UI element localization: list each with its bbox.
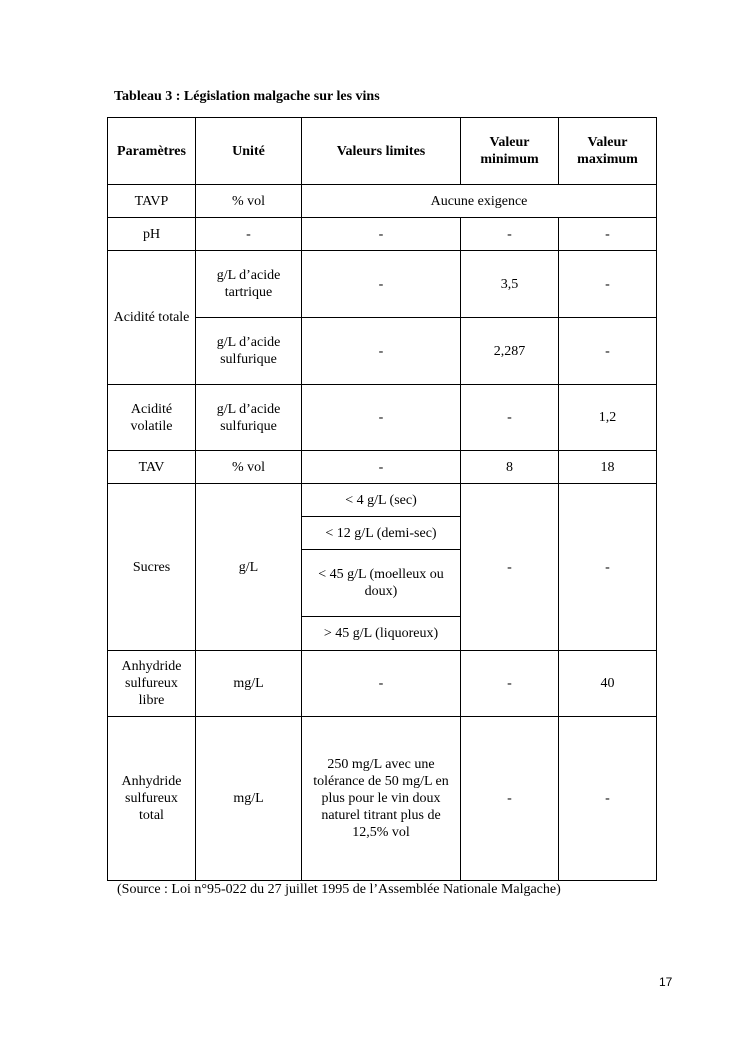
cell-limite: - bbox=[302, 651, 461, 717]
cell-unite: % vol bbox=[196, 451, 302, 484]
cell-parametre: Sucres bbox=[108, 484, 196, 651]
table-row-ph bbox=[108, 218, 657, 251]
cell-unite: mg/L bbox=[196, 651, 302, 717]
cell-parametre: TAV bbox=[108, 451, 196, 484]
cell-maximum: 1,2 bbox=[559, 385, 657, 451]
cell-maximum: - bbox=[559, 251, 657, 318]
cell-limite: Aucune exigence bbox=[302, 185, 657, 218]
cell-maximum: - bbox=[559, 218, 657, 251]
table-row-anhydride-total bbox=[108, 717, 657, 881]
cell-minimum: - bbox=[461, 218, 559, 251]
cell-parametre: Acidité totale bbox=[108, 251, 196, 385]
cell-limite: - bbox=[302, 218, 461, 251]
cell-limite: < 12 g/L (demi-sec) bbox=[302, 517, 461, 550]
source-note: (Source : Loi n°95-022 du 27 juillet 1995 de l’Assemblée Nationale Malgache) bbox=[117, 882, 561, 897]
header-valeur-minimum: Valeur minimum bbox=[461, 118, 559, 185]
table-header-row bbox=[108, 118, 657, 185]
cell-minimum: - bbox=[461, 717, 559, 881]
cell-parametre: Acidité volatile bbox=[108, 385, 196, 451]
cell-maximum: 18 bbox=[559, 451, 657, 484]
table-row-acidite-totale-tartrique bbox=[108, 251, 657, 318]
cell-unite: % vol bbox=[196, 185, 302, 218]
header-unite: Unité bbox=[196, 118, 302, 185]
table-row-tav bbox=[108, 451, 657, 484]
cell-parametre: pH bbox=[108, 218, 196, 251]
cell-parametre: Anhydride sulfureux total bbox=[108, 717, 196, 881]
cell-unite: g/L bbox=[196, 484, 302, 651]
cell-limite: - bbox=[302, 318, 461, 385]
table-row-anhydride-libre bbox=[108, 651, 657, 717]
cell-limite: < 45 g/L (moelleux ou doux) bbox=[302, 550, 461, 617]
table-caption: Tableau 3 : Législation malgache sur les vins bbox=[114, 89, 380, 104]
cell-maximum: - bbox=[559, 484, 657, 651]
cell-unite: g/L d’acide sulfurique bbox=[196, 385, 302, 451]
cell-minimum: - bbox=[461, 385, 559, 451]
cell-parametre: Anhydride sulfureux libre bbox=[108, 651, 196, 717]
cell-limite: - bbox=[302, 251, 461, 318]
table-row-tavp bbox=[108, 185, 657, 218]
table-row-sucres bbox=[108, 484, 657, 517]
table-row-acidite-volatile bbox=[108, 385, 657, 451]
cell-limite: > 45 g/L (liquoreux) bbox=[302, 617, 461, 651]
cell-unite: mg/L bbox=[196, 717, 302, 881]
cell-limite: < 4 g/L (sec) bbox=[302, 484, 461, 517]
cell-minimum: - bbox=[461, 484, 559, 651]
header-valeur-maximum: Valeur maximum bbox=[559, 118, 657, 185]
cell-parametre: TAVP bbox=[108, 185, 196, 218]
cell-maximum: - bbox=[559, 717, 657, 881]
cell-minimum: 3,5 bbox=[461, 251, 559, 318]
cell-limite: 250 mg/L avec une tolérance de 50 mg/L en plus pour le vin doux naturel titrant plus de 12,5% vol bbox=[302, 717, 461, 881]
page-number: 17 bbox=[659, 975, 673, 989]
cell-unite: - bbox=[196, 218, 302, 251]
cell-maximum: 40 bbox=[559, 651, 657, 717]
header-parametres: Paramètres bbox=[108, 118, 196, 185]
cell-limite: - bbox=[302, 385, 461, 451]
cell-minimum: 2,287 bbox=[461, 318, 559, 385]
cell-unite: g/L d’acide tartrique bbox=[196, 251, 302, 318]
cell-minimum: 8 bbox=[461, 451, 559, 484]
wine-legislation-table bbox=[107, 117, 657, 881]
cell-maximum: - bbox=[559, 318, 657, 385]
cell-limite: - bbox=[302, 451, 461, 484]
header-valeurs-limites: Valeurs limites bbox=[302, 118, 461, 185]
cell-unite: g/L d’acide sulfurique bbox=[196, 318, 302, 385]
cell-minimum: - bbox=[461, 651, 559, 717]
